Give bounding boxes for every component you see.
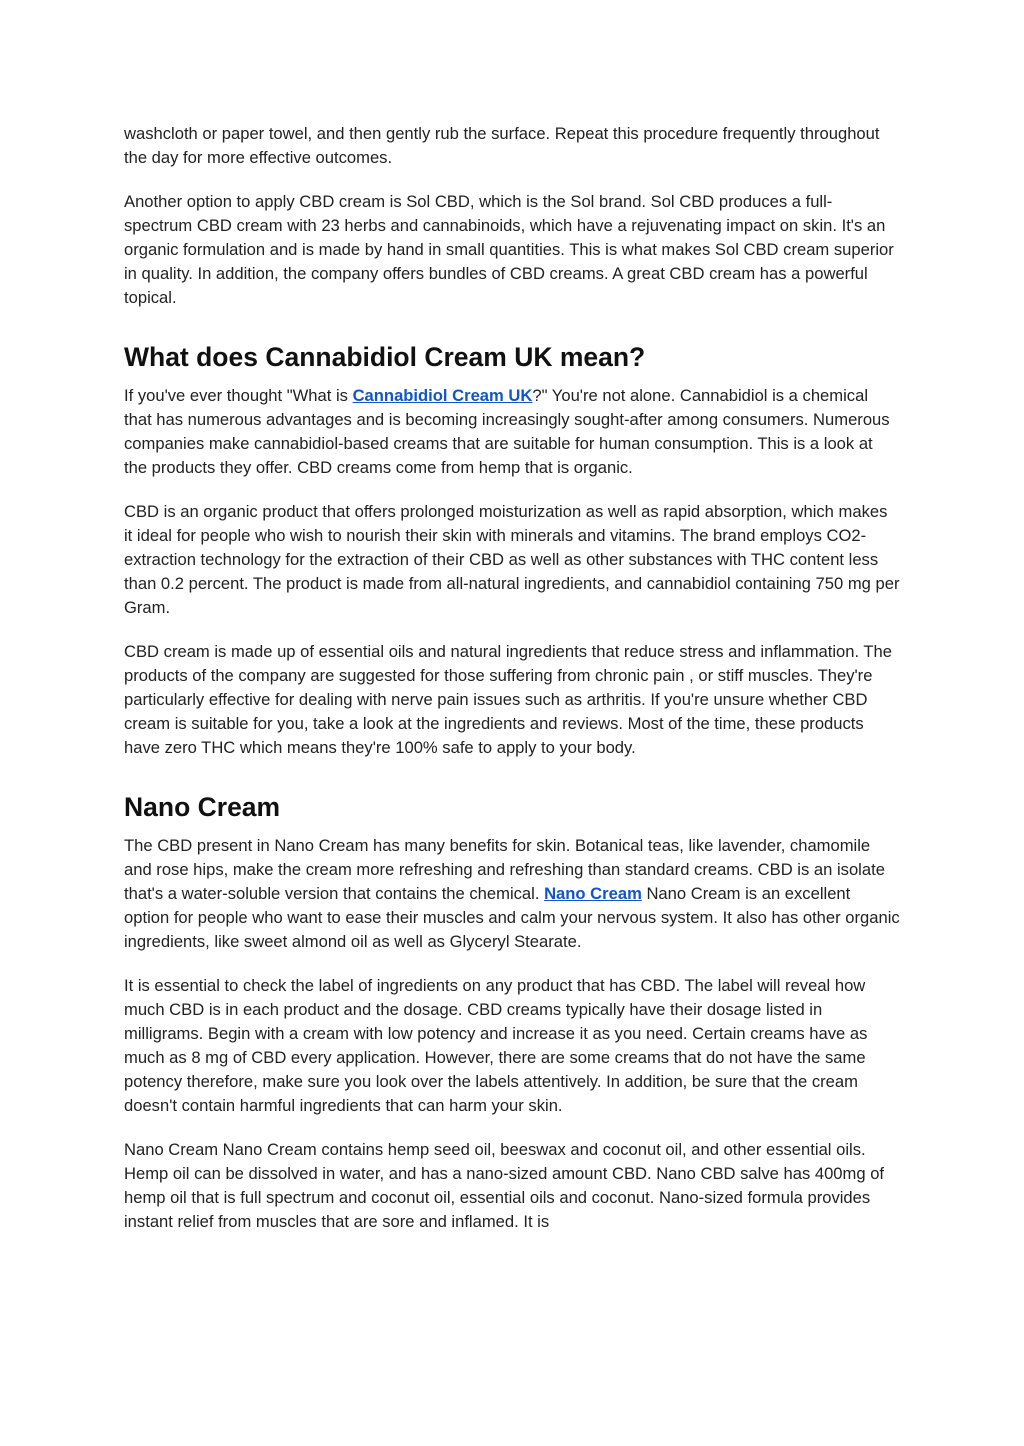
text-segment: Nano Cream is an excellent option for people who want to ease their muscles and calm your nervous system. It also has other organic ingredients, like sweet almond oil as well as Glyceryl Stearate.: [124, 884, 900, 951]
paragraph-nano-1: [124, 834, 900, 954]
paragraph-cannabidiol-2: CBD is an organic product that offers prolonged moisturization as well as rapid absorption, which makes it ideal for people who wish to nourish their skin with minerals and vitamins. The brand employs CO2-extraction technology for the extraction of their CBD as well as other substances with THC content less than 0.2 percent. The product is made from all-natural ingredients, and cannabidiol containing 750 mg per Gram.: [124, 502, 900, 617]
text-segment: ?" You're not alone. Cannabidiol is a chemical that has numerous advantages and is becoming increasingly sought-after among consumers. Numerous companies make cannabidiol-based creams that are suitable for human consumption. This is a look at the products they offer. CBD creams come from hemp that is organic.: [124, 386, 890, 477]
link-nano-cream[interactable]: Nano Cream: [544, 884, 642, 903]
paragraph-nano-3: Nano Cream Nano Cream contains hemp seed oil, beeswax and coconut oil, and other essential oils. Hemp oil can be dissolved in water, and has a nano-sized amount CBD. Nano CBD salve has 400mg of hemp oil that is full spectrum and coconut oil, essential oils and coconut. Nano-sized formula provides instant relief from muscles that are sore and inflamed. It is: [124, 1140, 885, 1231]
text-segment: If you've ever thought "What is: [124, 386, 353, 405]
paragraph-nano-2: It is essential to check the label of ingredients on any product that has CBD. The label will reveal how much CBD is in each product and the dosage. CBD creams typically have their dosage listed in milligrams. Begin with a cream with low potency and increase it as you need. Certain creams have as much as 8 mg of CBD every application. However, there are some creams that do not have the same potency therefore, make sure you look over the labels attentively. In addition, be sure that the cream doesn't contain harmful ingredients that can harm your skin.: [124, 976, 868, 1115]
document-page: [124, 122, 900, 1254]
text-segment: The CBD present in Nano Cream has many benefits for skin. Botanical teas, like lavender, chamomile and rose hips, make the cream more refreshing and refreshing than standard creams. CBD is an isolate that's a water-soluble version that contains the chemical.: [124, 836, 885, 903]
paragraph-intro-1: washcloth or paper towel, and then gently rub the surface. Repeat this procedure frequently throughout the day for more effective outcomes.: [124, 124, 880, 167]
paragraph-cannabidiol-1: [124, 384, 900, 480]
heading-nano-cream: Nano Cream: [124, 792, 281, 822]
link-cannabidiol-cream-uk[interactable]: Cannabidiol Cream UK: [352, 386, 533, 405]
heading-cannabidiol-cream: What does Cannabidiol Cream UK mean?: [124, 342, 646, 372]
paragraph-intro-2: Another option to apply CBD cream is Sol CBD, which is the Sol brand. Sol CBD produces a full-spectrum CBD cream with 23 herbs and cannabinoids, which have a rejuvenating impact on skin. It's an organic formulation and is made by hand in small quantities. This is what makes Sol CBD cream superior in quality. In addition, the company offers bundles of CBD creams. A great CBD cream has a powerful topical.: [124, 192, 894, 307]
paragraph-cannabidiol-3: CBD cream is made up of essential oils and natural ingredients that reduce stress and inflammation. The products of the company are suggested for those suffering from chronic pain , or stiff muscles. They're particularly effective for dealing with nerve pain issues such as arthritis. If you're unsure whether CBD cream is suitable for you, take a look at the ingredients and reviews. Most of the time, these products have zero THC which means they're 100% safe to apply to your body.: [124, 642, 893, 757]
